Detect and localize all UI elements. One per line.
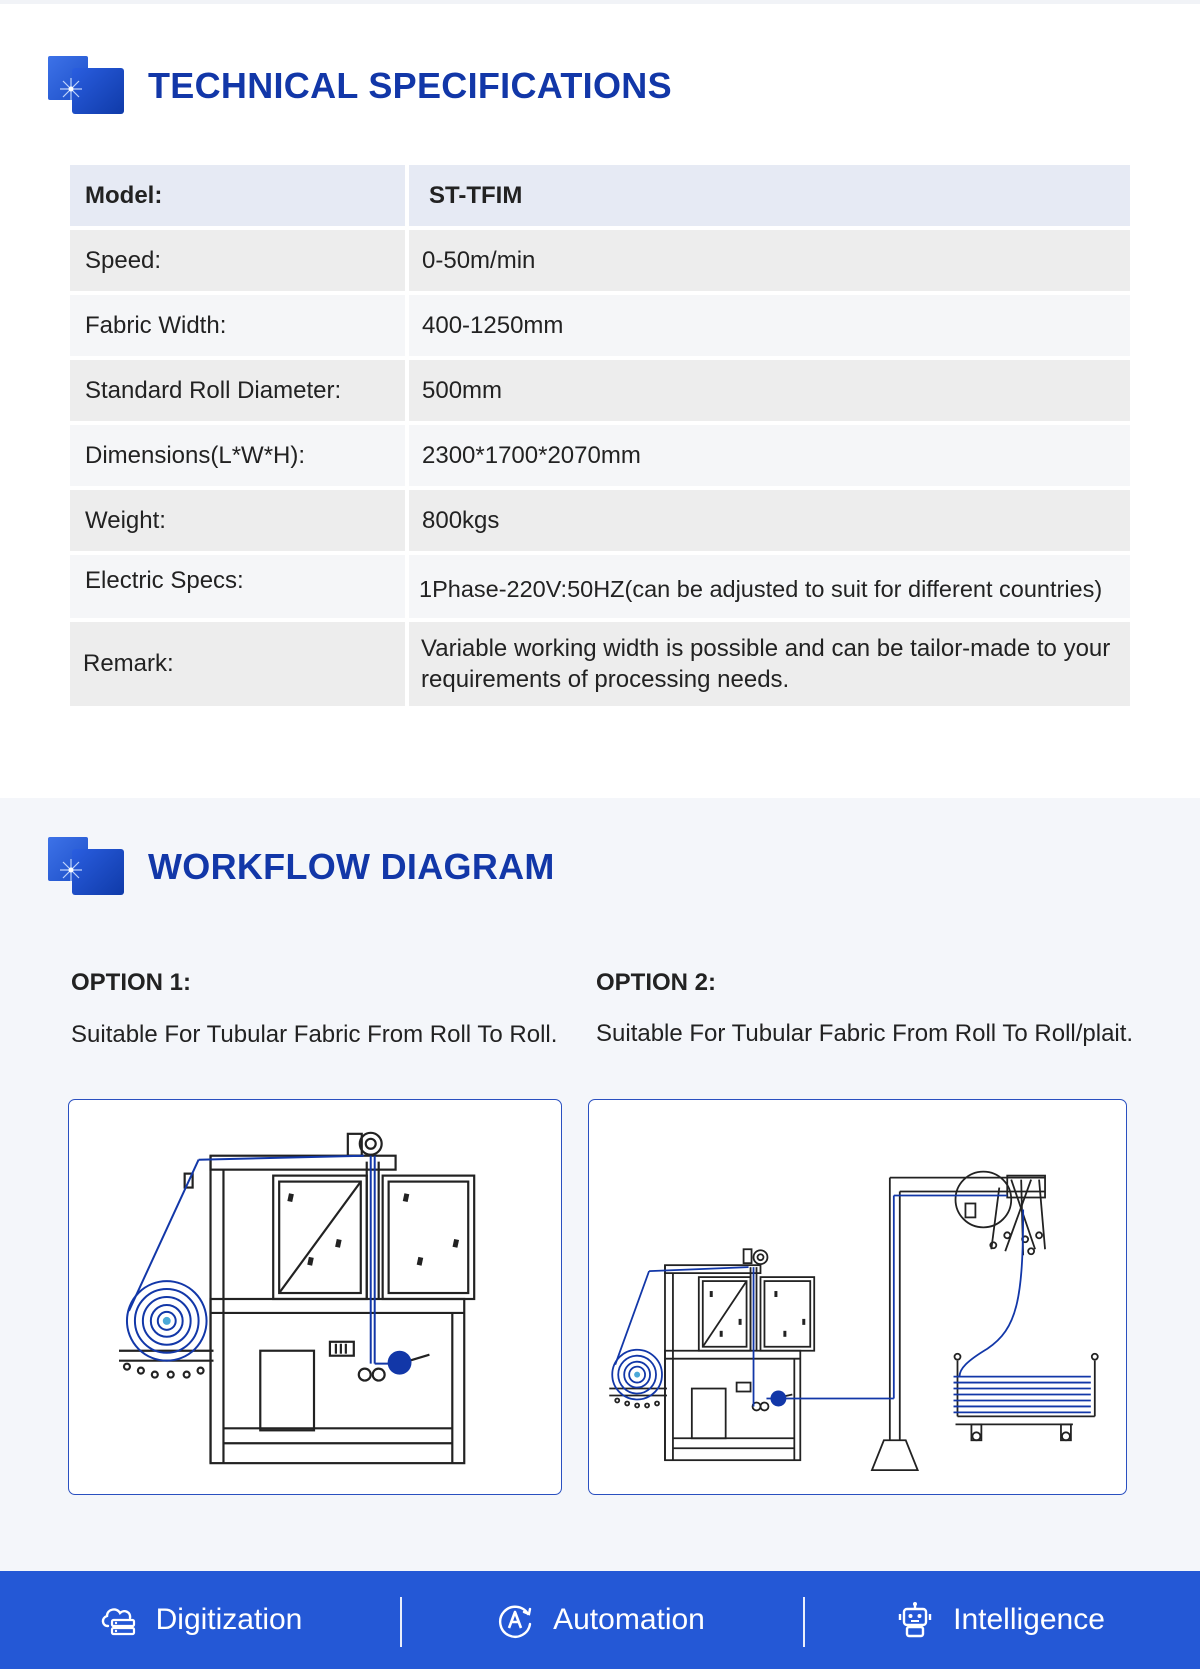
roll-to-plait-machine-illustration bbox=[589, 1100, 1126, 1494]
spec-row-speed bbox=[70, 230, 1130, 291]
section-cube-icon bbox=[48, 837, 124, 897]
spec-row-roll-diameter bbox=[70, 360, 1130, 421]
cloud-server-icon bbox=[98, 1600, 138, 1640]
spec-label: Electric Specs: bbox=[70, 555, 405, 618]
top-strip bbox=[0, 0, 1200, 4]
robot-icon bbox=[895, 1600, 935, 1640]
spec-label: Standard Roll Diameter: bbox=[70, 360, 405, 421]
footer-label-digitization: Digitization bbox=[155, 1603, 303, 1636]
footer-divider bbox=[400, 1597, 402, 1647]
spec-label: Weight: bbox=[70, 490, 405, 551]
spec-value: 400-1250mm bbox=[409, 295, 1130, 356]
option1-title: OPTION 1: bbox=[71, 969, 192, 996]
footer-label-automation: Automation bbox=[553, 1603, 705, 1636]
spec-value: 0-50m/min bbox=[409, 230, 1130, 291]
footer-divider bbox=[803, 1597, 805, 1647]
roll-to-roll-machine-illustration bbox=[69, 1100, 561, 1494]
spec-table bbox=[70, 165, 1130, 710]
spec-label: Dimensions(L*W*H): bbox=[70, 425, 405, 486]
spec-row-electric bbox=[70, 555, 1130, 618]
spec-row-weight bbox=[70, 490, 1130, 551]
spec-row-fabric-width bbox=[70, 295, 1130, 356]
spec-value: 2300*1700*2070mm bbox=[409, 425, 1130, 486]
footer-label-intelligence: Intelligence bbox=[953, 1603, 1105, 1636]
option2-diagram bbox=[588, 1099, 1127, 1495]
spec-value: ST-TFIM bbox=[409, 165, 1130, 226]
spec-label: Fabric Width: bbox=[70, 295, 405, 356]
spec-row-model bbox=[70, 165, 1130, 226]
workflow-title: WORKFLOW DIAGRAM bbox=[148, 846, 555, 887]
spec-value: 800kgs bbox=[409, 490, 1130, 551]
section-cube-icon bbox=[48, 56, 124, 116]
spec-value: Variable working width is possible and can be tailor-made to your requirements of processing needs. bbox=[409, 622, 1130, 706]
spec-row-remark bbox=[70, 622, 1130, 706]
spec-value: 500mm bbox=[409, 360, 1130, 421]
option1-desc: Suitable For Tubular Fabric From Roll To Roll. bbox=[71, 1021, 558, 1048]
tech-spec-title: TECHNICAL SPECIFICATIONS bbox=[148, 65, 672, 106]
option2-desc: Suitable For Tubular Fabric From Roll To Roll/plait. bbox=[596, 1020, 1134, 1047]
footer-bar bbox=[0, 1571, 1200, 1669]
option2-title: OPTION 2: bbox=[596, 969, 717, 996]
spec-value: 1Phase-220V:50HZ(can be adjusted to suit for different countries) bbox=[409, 555, 1130, 618]
spec-row-dimensions bbox=[70, 425, 1130, 486]
option1-diagram bbox=[68, 1099, 562, 1495]
footer-item-automation bbox=[400, 1571, 800, 1669]
tech-spec-header bbox=[48, 56, 672, 116]
spec-label: Model: bbox=[70, 165, 405, 226]
spec-label: Speed: bbox=[70, 230, 405, 291]
workflow-header bbox=[48, 837, 555, 897]
footer-item-digitization bbox=[0, 1571, 400, 1669]
spec-label: Remark: bbox=[70, 622, 405, 706]
automation-icon bbox=[495, 1600, 535, 1640]
footer-item-intelligence bbox=[800, 1571, 1200, 1669]
